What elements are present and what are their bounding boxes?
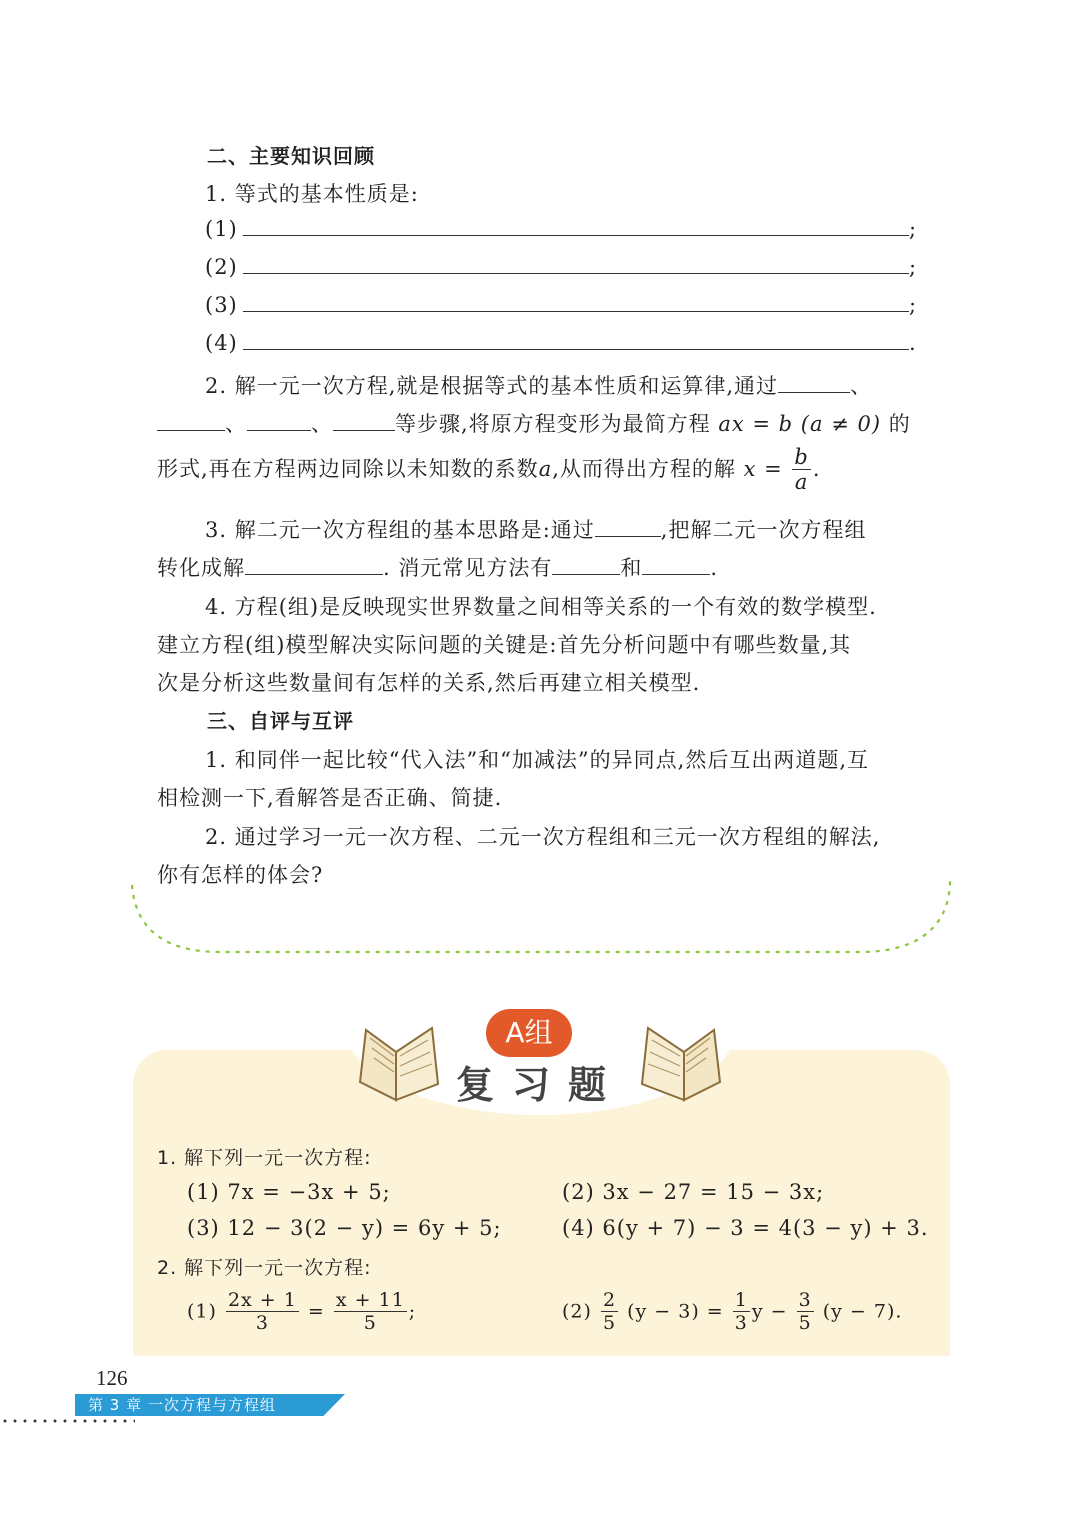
open-book-icon — [352, 1012, 444, 1104]
q1-part2: (2) 3x − 27 = 15 − 3x; — [562, 1180, 825, 1204]
blank-line-1: (1) ; — [205, 217, 918, 241]
chapter-label: 第 3 章 一次方程与方程组 — [88, 1396, 276, 1414]
s3-item1-line2: 相检测一下,看解答是否正确、简捷. — [157, 786, 503, 810]
page-number: 126 — [96, 1366, 128, 1390]
group-a-badge: A组 — [486, 1009, 572, 1057]
section-heading-self-evaluation: 三、自评与互评 — [207, 709, 354, 733]
s3-item2-line1: 2. 通过学习一元一次方程、二元一次方程组和三元一次方程组的解法, — [205, 825, 881, 849]
item4-line1: 4. 方程(组)是反映现实世界数量之间相等关系的一个有效的数学模型. — [205, 595, 877, 619]
s3-item1-line1: 1. 和同伴一起比较“代入法”和“加减法”的异同点,然后互出两道题,互 — [205, 748, 870, 772]
q1-stem: 1. 解下列一元一次方程: — [157, 1147, 372, 1169]
item2-line3: 形式,再在方程两边同除以未知数的系数a,从而得出方程的解 x = $\frac{b}{a}$ . — [157, 445, 821, 495]
blank-line-4: (4) . — [205, 331, 917, 355]
blank-line-2: (2) ; — [205, 255, 918, 279]
item3-line1: 3. 解二元一次方程组的基本思路是:通过 ,把解二元一次方程组 — [205, 518, 867, 542]
q1-part3: (3) 12 − 3(2 − y) = 6y + 5; — [187, 1216, 502, 1240]
item2-line2: 、 、 等步骤,将原方程变形为最简方程 ax = b (a ≠ 0) 的 — [157, 408, 911, 438]
item2-line1: 2. 解一元一次方程,就是根据等式的基本性质和运算律,通过 、 — [205, 374, 873, 398]
section-heading-review-knowledge: 二、主要知识回顾 — [207, 144, 375, 168]
q1-part1: (1) 7x = −3x + 5; — [187, 1180, 391, 1204]
q2-part2: (2) $\frac{2}{5}$ (y − 3) = $\frac{1}{3}$ y − $\frac{3}{5}$ (y − 7). — [562, 1289, 903, 1334]
s3-item2-line2: 你有怎样的体会? — [157, 863, 324, 887]
blank-line-3: (3) ; — [205, 293, 918, 317]
item3-line2: 转化成解 . 消元常见方法有 和 . — [157, 556, 719, 580]
item4-line3: 次是分析这些数量间有怎样的关系,然后再建立相关模型. — [157, 671, 701, 695]
review-title: 复习题 — [455, 1063, 624, 1107]
footer-dots — [0, 1419, 135, 1423]
item1-text: 1. 等式的基本性质是: — [205, 182, 419, 206]
q2-stem: 2. 解下列一元一次方程: — [157, 1257, 372, 1279]
q2-part1: (1) $\frac{2x + 1}{3}$ = $\frac{x + 11}{5}$ ; — [187, 1289, 417, 1334]
q1-part4: (4) 6(y + 7) − 3 = 4(3 − y) + 3. — [562, 1216, 929, 1240]
item4-line2: 建立方程(组)模型解决实际问题的关键是:首先分析问题中有哪些数量,其 — [157, 633, 852, 657]
open-book-icon — [636, 1012, 728, 1104]
